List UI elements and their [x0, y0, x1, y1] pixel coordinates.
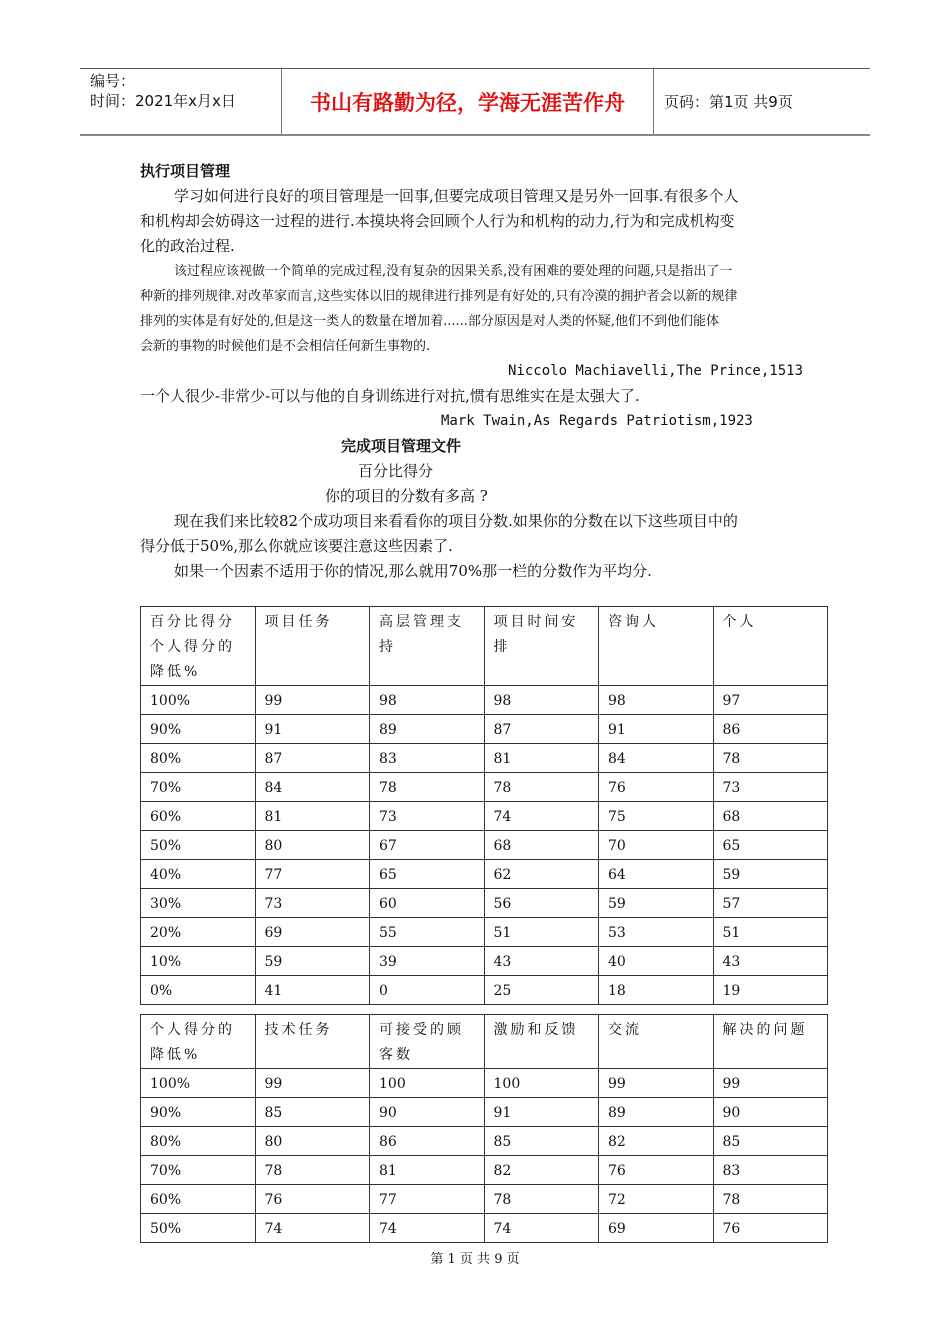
table-cell: 100% [141, 1069, 256, 1098]
table-cell: 89 [599, 1098, 714, 1127]
table-cell: 25 [484, 976, 599, 1005]
table-cell: 65 [370, 860, 485, 889]
table-cell: 81 [370, 1156, 485, 1185]
table-cell: 76 [255, 1185, 370, 1214]
table-cell: 30% [141, 889, 256, 918]
table-row [141, 1156, 828, 1185]
column-header: 个人得分的降低% [141, 1015, 256, 1069]
quote2: 一个人很少-非常少-可以与他的自身训练进行对抗,惯有思维实在是太强大了. [140, 387, 640, 405]
table-cell: 85 [255, 1098, 370, 1127]
table-cell: 53 [599, 918, 714, 947]
table-cell: 0% [141, 976, 256, 1005]
table-cell: 72 [599, 1185, 714, 1214]
column-header: 咨询人 [599, 607, 714, 686]
table-cell: 76 [713, 1214, 828, 1243]
table-cell: 98 [370, 686, 485, 715]
table-row [141, 889, 828, 918]
page-footer: 第 1 页 共 9 页 [430, 1252, 520, 1267]
table-cell: 19 [713, 976, 828, 1005]
table-cell: 100% [141, 686, 256, 715]
page-label: 页码：第1页 共9页 [664, 93, 793, 111]
table-cell: 74 [484, 1214, 599, 1243]
table-row [141, 860, 828, 889]
column-header: 激励和反馈 [484, 1015, 599, 1069]
table-cell: 40 [599, 947, 714, 976]
table-cell: 60 [370, 889, 485, 918]
table-row [141, 976, 828, 1005]
table-cell: 70% [141, 1156, 256, 1185]
table-cell: 97 [713, 686, 828, 715]
table-cell: 68 [484, 831, 599, 860]
table-cell: 100 [484, 1069, 599, 1098]
table-cell: 78 [255, 1156, 370, 1185]
table-cell: 69 [599, 1214, 714, 1243]
table-cell: 85 [484, 1127, 599, 1156]
table-cell: 99 [255, 686, 370, 715]
table-cell: 90 [370, 1098, 485, 1127]
table-cell: 41 [255, 976, 370, 1005]
table-cell: 0 [370, 976, 485, 1005]
table-cell: 70% [141, 773, 256, 802]
score-table-1 [140, 606, 828, 1005]
table-cell: 55 [370, 918, 485, 947]
table-cell: 98 [484, 686, 599, 715]
table-cell: 90% [141, 1098, 256, 1127]
score-table-2 [140, 1014, 828, 1243]
table-cell: 77 [370, 1185, 485, 1214]
table-cell: 73 [370, 802, 485, 831]
table-cell: 56 [484, 889, 599, 918]
table-cell: 60% [141, 802, 256, 831]
table-cell: 74 [255, 1214, 370, 1243]
table-cell: 50% [141, 1214, 256, 1243]
table-cell: 76 [599, 773, 714, 802]
doc-title: 完成项目管理文件 [341, 437, 462, 455]
table-cell: 80 [255, 1127, 370, 1156]
table-row [141, 773, 828, 802]
table-cell: 51 [484, 918, 599, 947]
column-header: 项目时间安排 [484, 607, 599, 686]
column-header: 解决的问题 [713, 1015, 828, 1069]
column-header: 百分比得分个人得分的降低% [141, 607, 256, 686]
column-header: 高层管理支持 [370, 607, 485, 686]
para-line: 得分低于50%,那么你就应该要注意这些因素了. [140, 537, 453, 555]
table-cell: 82 [484, 1156, 599, 1185]
table-cell: 80% [141, 1127, 256, 1156]
table-row [141, 715, 828, 744]
table-cell: 83 [713, 1156, 828, 1185]
table-row [141, 1214, 828, 1243]
table-cell: 43 [713, 947, 828, 976]
table-cell: 84 [599, 744, 714, 773]
table-cell: 98 [599, 686, 714, 715]
table-cell: 69 [255, 918, 370, 947]
table-cell: 99 [599, 1069, 714, 1098]
table-cell: 83 [370, 744, 485, 773]
quote-line: 该过程应该视做一个简单的完成过程,没有复杂的因果关系,没有困难的要处理的问题,只是指出了一 [174, 264, 733, 279]
table-cell: 43 [484, 947, 599, 976]
table-row [141, 918, 828, 947]
table-cell: 60% [141, 1185, 256, 1214]
table-cell: 65 [713, 831, 828, 860]
table-cell: 76 [599, 1156, 714, 1185]
column-header: 技术任务 [255, 1015, 370, 1069]
table-cell: 87 [255, 744, 370, 773]
quote-line: 排列的实体是有好处的,但是这一类人的数量在增加着......部分原因是对人类的怀疑,他们不到他们能体 [140, 314, 720, 329]
table-cell: 68 [713, 802, 828, 831]
page-header [80, 68, 870, 136]
intro-line: 化的政治过程. [140, 237, 235, 255]
table-cell: 78 [484, 773, 599, 802]
table-cell: 78 [713, 1185, 828, 1214]
column-header: 项目任务 [255, 607, 370, 686]
table-cell: 81 [484, 744, 599, 773]
table-cell: 80% [141, 744, 256, 773]
table-cell: 73 [713, 773, 828, 802]
table-cell: 67 [370, 831, 485, 860]
table-cell: 77 [255, 860, 370, 889]
table-cell: 10% [141, 947, 256, 976]
table-cell: 62 [484, 860, 599, 889]
intro-line: 和机构却会妨碍这一过程的进行.本摸块将会回顾个人行为和机构的动力,行为和完成机构变 [140, 212, 735, 230]
table-cell: 87 [484, 715, 599, 744]
table-cell: 91 [599, 715, 714, 744]
number-label: 编号： [90, 72, 136, 90]
table-cell: 90% [141, 715, 256, 744]
table-cell: 51 [713, 918, 828, 947]
motto: 书山有路勤为径，学海无涯苦作舟 [282, 69, 654, 134]
table-cell: 78 [484, 1185, 599, 1214]
table-cell: 84 [255, 773, 370, 802]
intro-line: 学习如何进行良好的项目管理是一回事,但要完成项目管理又是另外一回事.有很多个人 [174, 187, 739, 205]
table-cell: 82 [599, 1127, 714, 1156]
table-cell: 80 [255, 831, 370, 860]
para-line: 现在我们来比较82个成功项目来看看你的项目分数.如果你的分数在以下这些项目中的 [174, 512, 738, 530]
table-cell: 59 [255, 947, 370, 976]
para-line: 如果一个因素不适用于你的情况,那么就用70%那一栏的分数作为平均分. [174, 562, 652, 580]
subtitle: 百分比得分 [358, 462, 434, 480]
table-row [141, 1127, 828, 1156]
table-cell: 39 [370, 947, 485, 976]
table-cell: 85 [713, 1127, 828, 1156]
quote-line: 种新的排列规律.对改革家而言,这些实体以旧的规律进行排列是有好处的,只有冷漠的拥护者会以新的规律 [140, 289, 738, 304]
column-header: 可接受的顾客数 [370, 1015, 485, 1069]
table-row [141, 802, 828, 831]
table-cell: 59 [713, 860, 828, 889]
subtitle: 你的项目的分数有多高 ? [325, 487, 488, 505]
table-cell: 73 [255, 889, 370, 918]
table-cell: 100 [370, 1069, 485, 1098]
table-cell: 91 [255, 715, 370, 744]
table-row [141, 831, 828, 860]
table-cell: 81 [255, 802, 370, 831]
table-row [141, 686, 828, 715]
date-label: 时间：2021年x月x日 [90, 92, 236, 110]
table-cell: 59 [599, 889, 714, 918]
table-cell: 64 [599, 860, 714, 889]
column-header: 交流 [599, 1015, 714, 1069]
table-cell: 75 [599, 802, 714, 831]
table-row [141, 947, 828, 976]
table-cell: 50% [141, 831, 256, 860]
quote-source: Niccolo Machiavelli,The Prince,1513 [508, 363, 804, 379]
table-cell: 57 [713, 889, 828, 918]
table-cell: 86 [713, 715, 828, 744]
table-cell: 78 [713, 744, 828, 773]
quote-source: Mark Twain,As Regards Patriotism,1923 [441, 413, 753, 429]
section-title: 执行项目管理 [140, 162, 231, 180]
table-cell: 99 [713, 1069, 828, 1098]
table-cell: 74 [484, 802, 599, 831]
table-cell: 89 [370, 715, 485, 744]
table-cell: 86 [370, 1127, 485, 1156]
table-cell: 40% [141, 860, 256, 889]
table-row [141, 1069, 828, 1098]
table-cell: 74 [370, 1214, 485, 1243]
table-cell: 78 [370, 773, 485, 802]
table-cell: 90 [713, 1098, 828, 1127]
table-cell: 70 [599, 831, 714, 860]
table-cell: 91 [484, 1098, 599, 1127]
table-row [141, 744, 828, 773]
table-cell: 99 [255, 1069, 370, 1098]
column-header: 个人 [713, 607, 828, 686]
table-cell: 18 [599, 976, 714, 1005]
quote-line: 会新的事物的时候他们是不会相信任何新生事物的. [140, 339, 431, 354]
table-row [141, 1185, 828, 1214]
table-row [141, 1098, 828, 1127]
table-cell: 20% [141, 918, 256, 947]
